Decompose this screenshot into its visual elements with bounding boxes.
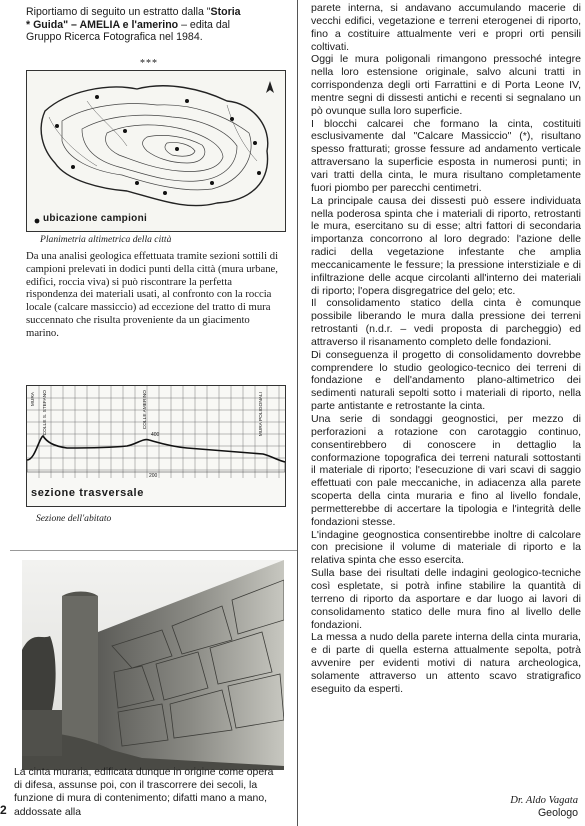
intro-line2b: – edita dal (178, 18, 230, 31)
tick-400: 400 (151, 432, 160, 438)
separator-stars: *** (140, 58, 158, 69)
map-legend: ubicazione campioni (43, 213, 148, 224)
section-label: sezione trasversale (31, 487, 144, 499)
paragraph: La principale causa dei dissesti può essere individuata nella poderosa spinta che i materiali di riporto, retrostanti le mura, esercitano su di esse; altri fattori di secondaria importanza concorrono al loro degrado: l'azione delle radici della vegetazione infestante che amplia meccanicamente le fessure; la pressione interstiziale e di infiltrazione delle acque circolanti all'interno dei materiali di riporto; l'opera disgregatrice del gelo; etc. (311, 194, 581, 297)
author-name: Dr. Aldo Vagata (510, 795, 578, 806)
tick-200: 200 (149, 473, 158, 479)
section-divider-top (10, 550, 297, 551)
intro-line3: Gruppo Ricerca Fotografica nel 1984. (26, 31, 203, 44)
map-caption: Planimetria altimetrica della città (40, 234, 172, 245)
column-divider (297, 0, 298, 826)
intro-line1: Riportiamo di seguito un estratto dalla " (26, 6, 211, 18)
signature (462, 794, 578, 820)
author-role: Geologo (537, 807, 578, 819)
intro-title: Storia (210, 6, 241, 18)
paragraph: Il consolidamento statico della cinta è comunque possibile liberando le mura dalla pressione dei terreni retrostanti (n.d.r. – vedi proposta di parcheggio) ed attraverso il risanamento completo delle fondazioni. (311, 297, 581, 348)
city-wall-photo (22, 560, 284, 770)
paragraph: L'indagine geognostica consentirebbe inoltre di calcolare con precisione il volume di materiale di riporto e la relativa spinta che esso esercita. (311, 528, 581, 567)
label-mura-poligonali: MURA POLIGONALI (259, 392, 264, 437)
altimetric-map (26, 70, 286, 232)
label-mura: MURA (31, 392, 36, 407)
photo-caption: La cinta muraria, edificata dunque in origine come opera di difesa, assunse poi, con il trascorrere dei secoli, la funzione di mura di contenimento; difatti mano a mano, addossate alla (14, 767, 274, 818)
label-colle-amerino: COLLE AMERINO (143, 390, 148, 430)
cross-section (26, 385, 286, 507)
paragraph: Una serie di sondaggi geognostici, per mezzo di perforazioni a rotazione con carotaggio continuo, consentirebbero di conoscere in dettaglio la conformazione topografica dei terreni naturali sottostanti il materiale di riporto; l'esecuzione di vari scavi di saggio effettuati con pale meccaniche, in adiacenza alla parete scoperta della cinta muraria e fino al livello fondale, permetterebbe di accertare la tipologia e l'integrità delle fondazioni stesse. (311, 413, 581, 528)
paragraph: Di conseguenza il progetto di consolidamento dovrebbe comprendere lo studio geologico-tecnico dei terreni di fondazione e dell'andamento plano-altimetrico dei sedimenti naturali sepolti sotto i materiali di riporto, nella parte antistante e retrostante la cinta. (311, 348, 581, 413)
map-svg (27, 71, 285, 231)
intro-text (26, 6, 284, 44)
wall-photo-svg (22, 560, 284, 770)
right-column (311, 2, 581, 696)
geology-paragraph: Da una analisi geologica effettuata tramite sezioni sottili di campioni prelevati in dodici punti della città (mura urbane, edifici, roccia viva) si può riscontrare la perfetta rispondenza dei materiali usati, al confronto con la roccia locale (calcare massiccio) ad eccezione del tratto di mura succennato che risulta proveniente da un giacimento marino. (26, 250, 279, 339)
intro-line2a: * Guida" – AMELIA e l'amerino (26, 18, 179, 31)
label-colle-stefano: COLLE S. STEFANO (43, 390, 48, 436)
paragraph: Oggi le mura poligonali rimangono pressoché integre nella loro estensione originale, salvo alcuni tratti in corrispondenza degli orti Farrattini e di Porta Leone IV, mentre segni di dissesti antichi e recenti si segnalano un pò ovunque sulla loro superficie. (311, 53, 581, 117)
page-number: 2 (0, 803, 7, 817)
paragraph: La messa a nudo della parete interna della cinta muraria, e di parte di quella esterna attualmente sepolta, potrà avvenire per evidenti motivi di natura archeologica, solamente attraverso un attento scavo stratigrafico eseguito da esperti. (311, 631, 581, 695)
paragraph: parete interna, si andavano accumulando macerie di vecchi edifici, vegetazione e terreni eterogenei di riporto, fino a costituire attualmente veri e propri orti pensili coltivati. (311, 2, 581, 53)
paragraph: I blocchi calcarei che formano la cinta, costituiti esclusivamente dal "Calcare Massiccio" (*), risultano spesso fratturati; grosse fessure ad andamento verticale attraversano la superficie esposta in numerosi punti; in vari tratti della cinta, le mura risultano completamente fuori piombo per parecchi centimetri. (311, 117, 581, 194)
section-caption: Sezione dell'abitato (36, 513, 112, 524)
paragraph: Sulla base dei risultati delle indagini geologico-tecniche così espletate, si potrà infine stabilire la quantità di terreno di riporto da asportare e dar luogo ai lavori di consolidamento statico delle mura fino al livello delle fondazioni. (311, 567, 581, 631)
